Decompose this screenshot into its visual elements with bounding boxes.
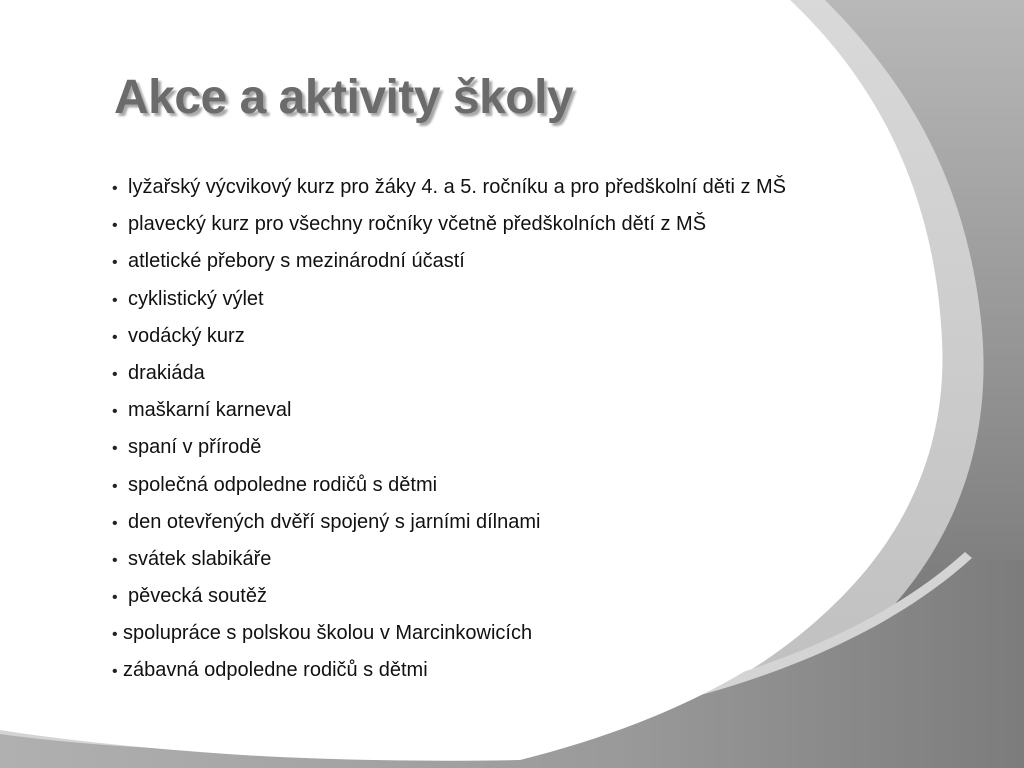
slide-title: Akce a aktivity školy [114,71,574,124]
bullet-icon: • [112,477,118,495]
list-item [112,355,786,392]
bullet-icon: • [112,365,118,383]
list-item [112,578,786,615]
list-item [112,281,786,318]
bullet-icon: • [112,217,118,235]
list-item [112,652,786,689]
list-item-text: společná odpoledne rodičů s dětmi [128,473,438,496]
list-item-text: lyžařský výcvikový kurz pro žáky 4. a 5. ročníku a pro předškolní děti z MŠ [128,176,787,198]
list-item [112,243,786,280]
list-item-text: maškarní karneval [128,399,292,422]
list-item [112,615,786,652]
list-item-text: den otevřených dvěří spojený s jarními dílnami [128,510,541,533]
list-item-text: pěvecká soutěž [128,585,267,608]
list-item [112,318,786,355]
list-item [112,206,786,243]
list-item-text: vodácký kurz [128,324,245,347]
list-item [112,504,786,541]
list-item-text: drakiáda [128,361,205,384]
list-item [112,429,786,466]
bullet-icon: • [112,514,118,532]
list-item-text: plavecký kurz pro všechny ročníky včetně předškolních dětí z MŠ [128,213,707,236]
bullet-list [112,169,786,690]
bullet-icon: • [112,551,118,569]
bullet-icon: • [112,180,118,197]
bullet-icon: • [112,589,118,607]
list-item-text: zábavná odpoledne rodičů s dětmi [123,659,428,682]
bullet-icon: • [112,626,118,644]
bullet-icon: • [112,328,118,346]
list-item-text: spaní v přírodě [128,436,262,459]
list-item [112,467,786,504]
bullet-icon: • [112,663,118,681]
list-item [112,541,786,578]
list-item [112,169,786,206]
bullet-icon: • [112,254,118,272]
list-item-text: atletické přebory s mezinárodní účastí [128,250,465,273]
bullet-icon: • [112,291,118,309]
list-item-text: spolupráce s polskou školou v Marcinkowicích [123,622,533,645]
list-item-text: cyklistický výlet [128,287,264,310]
list-item [112,392,786,429]
list-item-text: svátek slabikáře [128,547,272,570]
bullet-icon: • [112,440,118,458]
bullet-icon: • [112,403,118,421]
